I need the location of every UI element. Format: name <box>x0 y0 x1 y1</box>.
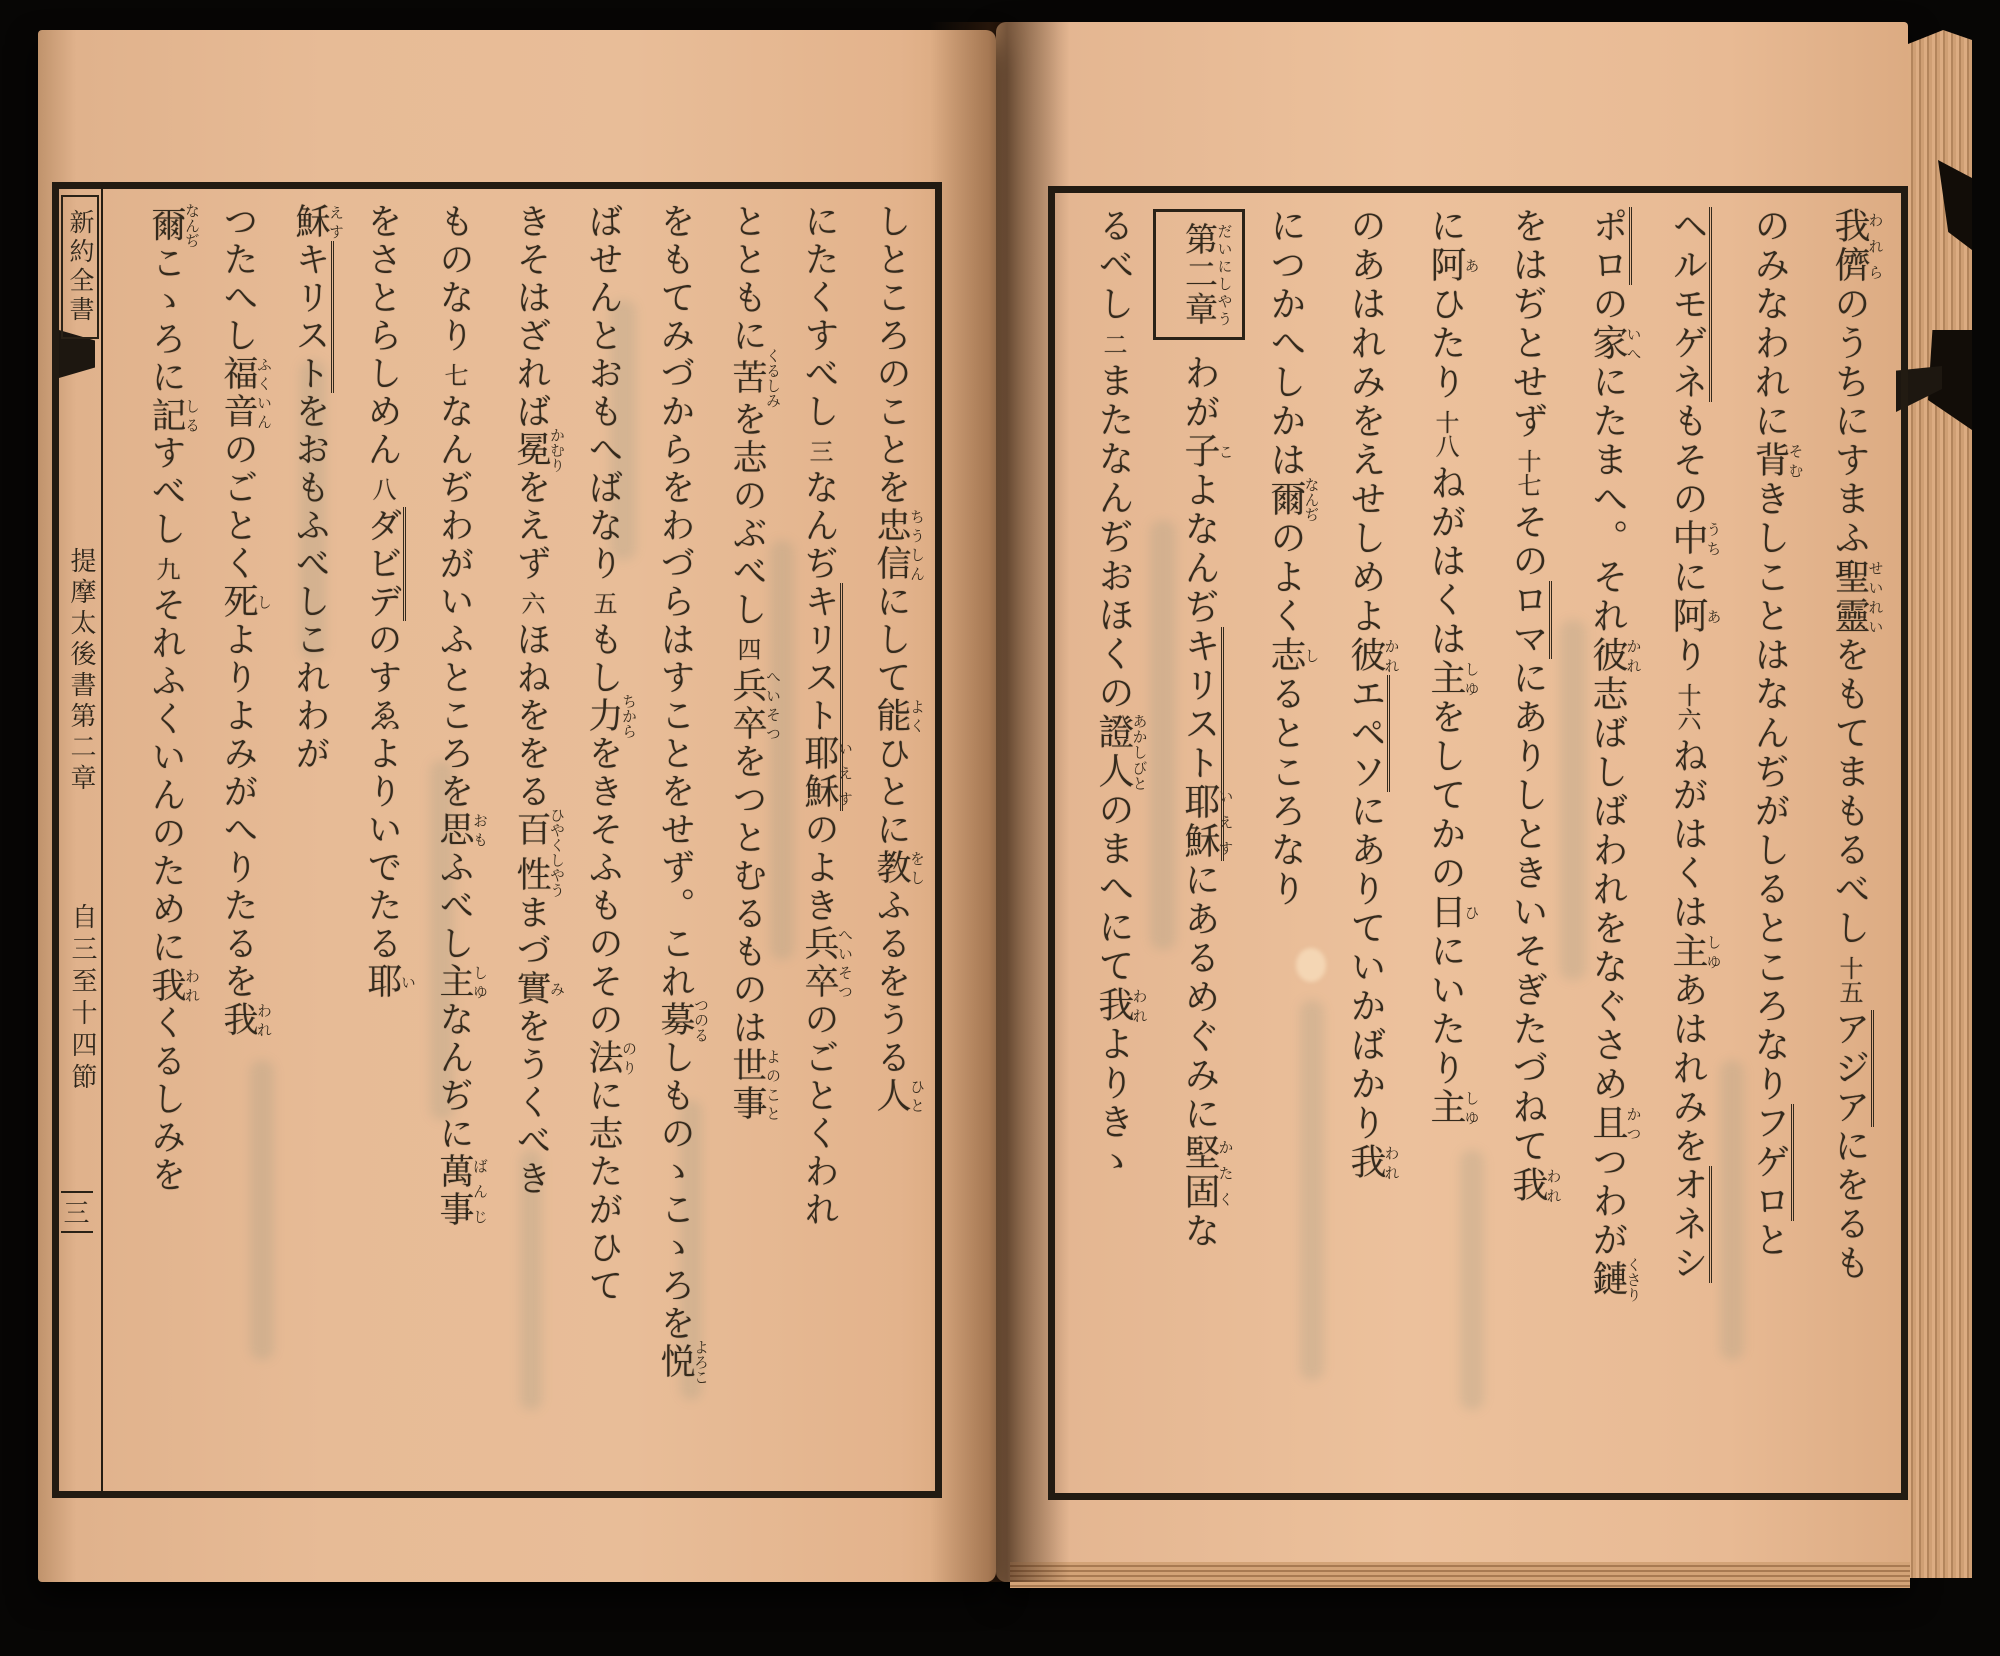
text-run: よりよみがへりたるを <box>218 621 258 1001</box>
text-run: フゲロ <box>1749 1104 1794 1221</box>
glossed-word: 冕かむり <box>511 427 566 473</box>
text-run: わが <box>1179 354 1220 432</box>
text-column <box>1809 207 1889 1479</box>
text-run: につかへしかは <box>1265 207 1306 480</box>
glossed-word: 悦よろこ <box>655 1339 710 1385</box>
text-column <box>1405 207 1487 1479</box>
verse-number: 四 <box>733 637 761 661</box>
verse-number: 三 <box>805 439 833 463</box>
glossed-word: 主しゆ <box>1425 659 1481 698</box>
text-run: ヘルモゲネ <box>1667 207 1712 402</box>
glossed-word: 子こ <box>1179 432 1235 471</box>
text-column <box>1073 207 1153 1479</box>
glossed-word: 記しる <box>146 396 201 435</box>
text-run: をつとむるものは <box>727 743 767 1047</box>
text-run: にたくすべし <box>799 203 839 431</box>
verse-number: 十六 <box>1673 683 1701 731</box>
text-frame-left <box>52 182 942 1498</box>
text-run: をもてみづからをわづらはすことをせず。これ <box>655 203 695 1001</box>
text-column <box>1153 207 1245 1479</box>
chapter-heading-box: 第二章だいにしやう <box>1153 209 1245 340</box>
verse-range: 自三至十四節 <box>67 903 97 1095</box>
text-column <box>1647 207 1729 1479</box>
glossed-word: 萬事ばんじ <box>434 1153 489 1229</box>
glossed-word: 背そむ <box>1749 441 1805 480</box>
text-run: くるしみを <box>146 1004 186 1195</box>
glossed-word: 爾なんぢ <box>146 203 201 248</box>
text-column <box>346 203 418 1477</box>
text-run: ダビデ <box>362 507 406 621</box>
text-column <box>1567 207 1647 1479</box>
text-run: ばせんとおもへばなり <box>583 203 623 583</box>
verse-number: 十七 <box>1513 449 1541 497</box>
text-run: ふべし <box>434 849 474 963</box>
text-column <box>639 203 711 1477</box>
text-run: つたへし <box>218 203 258 355</box>
text-run: もし <box>583 621 623 697</box>
text-column <box>202 203 274 1477</box>
glossed-word: 苦くるしみ <box>727 348 782 408</box>
text-block-left <box>105 189 935 1491</box>
verse-number: 二 <box>1099 332 1127 356</box>
glossed-word: 忠信ちうしん <box>871 507 926 583</box>
text-run: のすゑよりいでたる <box>362 621 402 963</box>
glossed-word: 主しゆ <box>434 963 489 1001</box>
page-stack-edge-right <box>1908 30 1972 1578</box>
text-run: それふくいんのために <box>146 586 186 967</box>
glossed-word: 志し <box>1265 636 1321 675</box>
glossed-word: 思おも <box>434 811 489 849</box>
page-number: 三 <box>61 1191 93 1233</box>
glossed-word: 世事よのこと <box>727 1047 782 1123</box>
glossed-word: 我われ <box>218 1001 273 1039</box>
text-run: な <box>1179 1212 1220 1251</box>
text-run: をさとらしめん <box>362 203 402 469</box>
text-run: をしてかの <box>1425 698 1466 893</box>
text-run: なんぢわがいふところを <box>434 393 474 811</box>
glossed-word: 我われ <box>1345 1143 1401 1182</box>
text-run: よなんぢ <box>1179 471 1220 627</box>
glossed-word: 我われ <box>1507 1166 1563 1205</box>
text-run: にいたり <box>1425 932 1466 1088</box>
text-run: しものゝこゝろを <box>655 1039 695 1343</box>
text-column <box>495 203 567 1477</box>
text-column <box>1245 207 1325 1479</box>
text-run: アジア <box>1829 1010 1874 1127</box>
text-run: ロマ <box>1507 581 1552 659</box>
glossed-word: 堅固かたく <box>1179 1134 1235 1212</box>
glossed-word: 兵卒へいそつ <box>799 925 854 1001</box>
text-run: をえず <box>511 469 551 583</box>
glossed-word: 我われ <box>1093 986 1149 1025</box>
glossed-word: 耶穌いえす <box>799 735 854 811</box>
glossed-word: 我儕われら <box>1829 207 1885 285</box>
text-run: ねがはくは <box>1667 737 1708 932</box>
text-run: もその <box>1667 402 1708 519</box>
hashira-strip <box>59 189 103 1491</box>
text-run: つわが <box>1587 1143 1628 1260</box>
glossed-word: 中うち <box>1667 519 1723 558</box>
text-run: を志のぶべし <box>727 401 767 629</box>
verse-number: 七 <box>440 363 468 387</box>
text-column <box>855 203 927 1477</box>
glossed-word: 死し <box>218 583 273 621</box>
glossed-word: 家いへ <box>1587 324 1643 363</box>
text-run: と <box>1749 1221 1790 1260</box>
book-title: 新約全書 <box>66 209 95 325</box>
text-run: のよく <box>1265 519 1306 636</box>
text-run: またなんぢおほくの <box>1093 362 1134 713</box>
running-title: 提摩太後書第二章 <box>66 547 96 795</box>
text-column <box>1487 207 1567 1479</box>
text-column <box>418 203 495 1477</box>
text-column <box>1729 207 1809 1479</box>
glossed-word: 耶穌いえす <box>1179 783 1235 861</box>
glossed-word: 穌えす <box>290 203 345 241</box>
verse-number: 九 <box>152 556 180 581</box>
verse-number: 十八 <box>1431 410 1459 458</box>
text-run: に <box>1425 207 1466 246</box>
glossed-word: 主しゆ <box>1425 1088 1481 1127</box>
text-run: にして <box>871 583 911 697</box>
text-run: 志ばしばわれをなぐさめ <box>1587 675 1628 1104</box>
text-run: のまへにて <box>1093 791 1134 986</box>
text-run: の <box>1587 285 1628 324</box>
text-run: よりきゝ <box>1093 1025 1134 1181</box>
glossed-word: 且かつ <box>1587 1104 1643 1143</box>
text-run: るべし <box>1093 207 1134 324</box>
text-run: とともに <box>727 203 767 355</box>
glossed-word: 募つのる <box>655 997 710 1043</box>
text-run: キリスト <box>799 583 843 735</box>
glossed-word: 彼かれ <box>1587 636 1643 675</box>
text-block-right <box>1055 193 1901 1493</box>
glossed-word: 福音ふくいん <box>218 355 273 431</box>
text-run: こゝろに <box>146 244 186 397</box>
glossed-word: 兵卒へいそつ <box>727 667 782 743</box>
glossed-word: 鏈くさり <box>1587 1257 1643 1302</box>
glossed-word: 彼かれ <box>1345 636 1401 675</box>
text-run: まづ <box>511 894 551 970</box>
text-column <box>783 203 855 1477</box>
text-run: のごとく <box>218 431 258 583</box>
text-column <box>130 203 202 1477</box>
text-column <box>274 203 346 1477</box>
text-run: ほねををる <box>511 621 551 811</box>
text-run: のあはれみをえせしめよ <box>1345 207 1386 636</box>
text-run: キリスト <box>290 241 334 393</box>
glossed-word: 能よく <box>871 697 926 735</box>
glossed-word: 實み <box>511 970 566 1008</box>
glossed-word: 聖靈せいれい <box>1829 558 1885 636</box>
text-run: をはぢとせず <box>1507 207 1548 441</box>
text-run: きそはざれば <box>511 203 551 431</box>
text-run: に <box>1667 558 1708 597</box>
text-run: あはれみを <box>1667 971 1708 1166</box>
verse-number: 六 <box>517 591 545 615</box>
text-run: をおもふべしこれわが <box>290 393 330 773</box>
text-run: のよき <box>799 811 839 925</box>
glossed-word: 阿あ <box>1667 597 1723 636</box>
text-run: オネシ <box>1667 1166 1712 1283</box>
text-run: しところのことを <box>871 203 911 507</box>
text-run: るところなり <box>1265 675 1306 909</box>
text-run: にありていかばかり <box>1345 792 1386 1143</box>
text-run: ものなり <box>434 203 474 355</box>
page-stack-edge-bottom <box>1010 1562 1910 1588</box>
text-run: をきそふものその <box>583 735 623 1039</box>
verse-number: 十五 <box>1835 956 1863 1004</box>
text-run: ひたり <box>1425 285 1466 402</box>
text-run: に志たがひて <box>583 1077 623 1305</box>
text-run: をもてまもるべし <box>1829 636 1870 948</box>
glossed-word: 阿あ <box>1425 246 1481 285</box>
text-run: ひとに <box>871 735 911 849</box>
glossed-word: 百性ひやくしやう <box>511 807 566 898</box>
glossed-word: 日ひ <box>1425 893 1481 932</box>
text-run: にありしときいそぎたづねて <box>1507 659 1548 1166</box>
text-run: その <box>1507 503 1548 581</box>
glossed-word: 主しゆ <box>1667 932 1723 971</box>
text-run: なんぢ <box>799 469 839 583</box>
text-run: のうちにすまふ <box>1829 285 1870 558</box>
text-run: にをるも <box>1829 1127 1870 1283</box>
glossed-word: 爾なんぢ <box>1265 477 1321 522</box>
text-column <box>711 203 783 1477</box>
text-run: すべし <box>146 434 186 549</box>
glossed-word: 耶い <box>362 963 417 1001</box>
text-run: なんぢに <box>434 1001 474 1153</box>
text-run: にたまへ。それ <box>1587 363 1628 636</box>
text-column <box>1325 207 1405 1479</box>
text-run: のごとくわれ <box>799 1001 839 1229</box>
glossed-word: 證人あかしびと <box>1093 713 1149 791</box>
text-run: り <box>1667 636 1708 675</box>
glossed-word: 人ひと <box>871 1077 926 1115</box>
text-run: にあるめぐみに <box>1179 861 1220 1134</box>
text-frame-right <box>1048 186 1908 1500</box>
book-title-box <box>61 195 99 339</box>
text-run: ポロ <box>1587 207 1632 285</box>
verse-number: 五 <box>589 591 617 615</box>
glossed-word: 法のり <box>583 1039 638 1077</box>
text-run: をうくべき <box>511 1008 551 1198</box>
text-run: エペソ <box>1345 675 1390 792</box>
text-run: ふるをうる <box>871 887 911 1077</box>
text-column <box>567 203 639 1477</box>
text-run: のみなわれに <box>1749 207 1790 441</box>
glossed-word: 我われ <box>146 966 201 1005</box>
text-run: きしことはなんぢがしるところなり <box>1749 480 1790 1104</box>
text-run: キリスト <box>1179 627 1224 783</box>
verse-number: 八 <box>368 477 396 501</box>
glossed-word: 力ちから <box>583 693 638 739</box>
glossed-word: 教をし <box>871 849 926 887</box>
text-run: ねがはくは <box>1425 464 1466 659</box>
